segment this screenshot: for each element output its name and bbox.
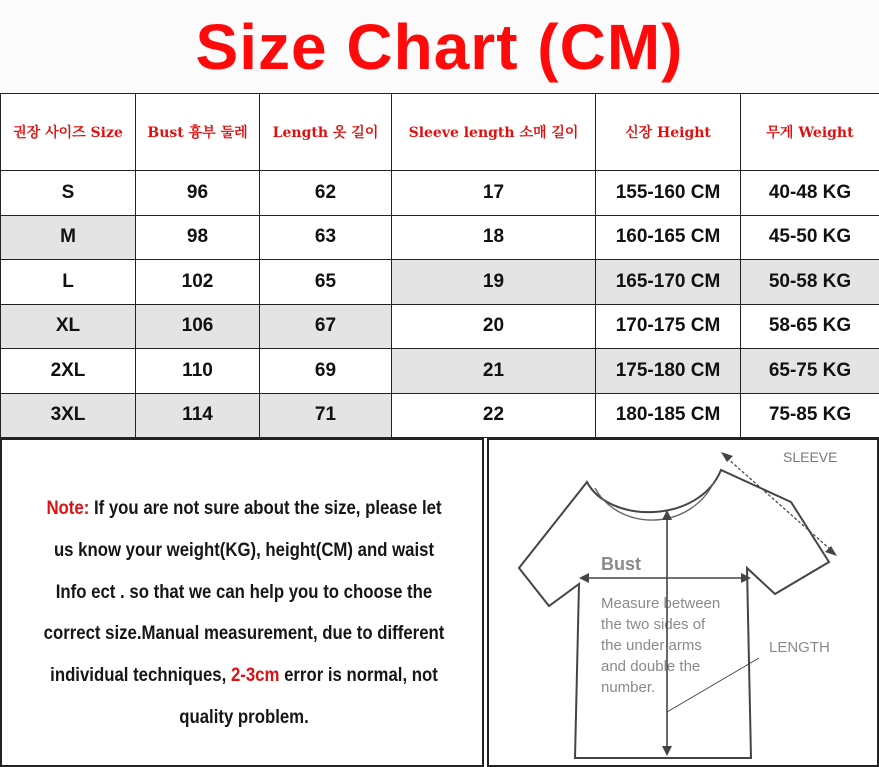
header-bust: Bust 흉부 둘레 — [136, 94, 260, 171]
cell-sleeve: 21 — [392, 349, 596, 394]
table-row — [1, 171, 879, 216]
cell-sleeve: 22 — [392, 393, 596, 438]
measurement-diagram — [487, 438, 879, 767]
cell-size: M — [1, 215, 136, 260]
cell-length: 63 — [260, 215, 392, 260]
table-row — [1, 393, 879, 438]
table-header-row — [1, 94, 879, 171]
table-row — [1, 260, 879, 305]
header-length: Length 옷 길이 — [260, 94, 392, 171]
note-body-end: error is normal, not quality problem. — [179, 664, 438, 728]
cell-weight: 58-65 KG — [741, 304, 879, 349]
cell-size: XL — [1, 304, 136, 349]
sleeve-label: SLEEVE — [783, 449, 838, 465]
header-weight: 무게 Weight — [741, 94, 879, 171]
bust-desc-line: Measure between — [601, 595, 721, 612]
cell-height: 170-175 CM — [596, 304, 741, 349]
cell-sleeve: 17 — [392, 171, 596, 216]
cell-height: 155-160 CM — [596, 171, 741, 216]
note-body: If you are not sure about the size, please let us know your weight(KG), height(CM) and waist Info ect . so that we can help you to choose the correct size.Manual measurement, due to different individual techniques, — [43, 497, 445, 687]
cell-bust: 98 — [136, 215, 260, 260]
cell-sleeve: 18 — [392, 215, 596, 260]
cell-length: 65 — [260, 260, 392, 305]
cell-bust: 96 — [136, 171, 260, 216]
cell-height: 165-170 CM — [596, 260, 741, 305]
note-label: Note: — [46, 497, 90, 519]
cell-height: 160-165 CM — [596, 215, 741, 260]
cell-length: 71 — [260, 393, 392, 438]
table-row — [1, 215, 879, 260]
size-table — [0, 93, 879, 438]
cell-weight: 40-48 KG — [741, 171, 879, 216]
cell-bust: 102 — [136, 260, 260, 305]
bust-desc-line: number. — [601, 679, 656, 696]
cell-length: 62 — [260, 171, 392, 216]
cell-size: L — [1, 260, 136, 305]
cell-sleeve: 19 — [392, 260, 596, 305]
page-title-banner — [0, 0, 879, 93]
header-sleeve: Sleeve length 소매 길이 — [392, 94, 596, 171]
cell-weight: 45-50 KG — [741, 215, 879, 260]
table-row — [1, 304, 879, 349]
tshirt-diagram — [489, 440, 877, 765]
cell-height: 180-185 CM — [596, 393, 741, 438]
cell-size: 3XL — [1, 393, 136, 438]
cell-length: 67 — [260, 304, 392, 349]
note-box — [0, 438, 484, 767]
header-height: 신장 Height — [596, 94, 741, 171]
header-size: 권장 사이즈 Size — [1, 94, 136, 171]
cell-height: 175-180 CM — [596, 349, 741, 394]
bust-desc-line: the under arms — [601, 637, 702, 654]
note-text — [39, 488, 448, 739]
cell-weight: 75-85 KG — [741, 393, 879, 438]
cell-weight: 65-75 KG — [741, 349, 879, 394]
page-title: Size Chart (CM) — [195, 10, 684, 83]
cell-sleeve: 20 — [392, 304, 596, 349]
bust-desc-line: and double the — [601, 658, 701, 675]
cell-length: 69 — [260, 349, 392, 394]
length-label: LENGTH — [769, 639, 830, 656]
table-row — [1, 349, 879, 394]
bust-desc-line: the two sides of — [601, 616, 706, 633]
cell-bust: 110 — [136, 349, 260, 394]
cell-bust: 106 — [136, 304, 260, 349]
cell-weight: 50-58 KG — [741, 260, 879, 305]
cell-bust: 114 — [136, 393, 260, 438]
bust-label: Bust — [601, 554, 641, 574]
note-highlight: 2-3cm — [230, 664, 280, 687]
cell-size: 2XL — [1, 349, 136, 394]
cell-size: S — [1, 171, 136, 216]
